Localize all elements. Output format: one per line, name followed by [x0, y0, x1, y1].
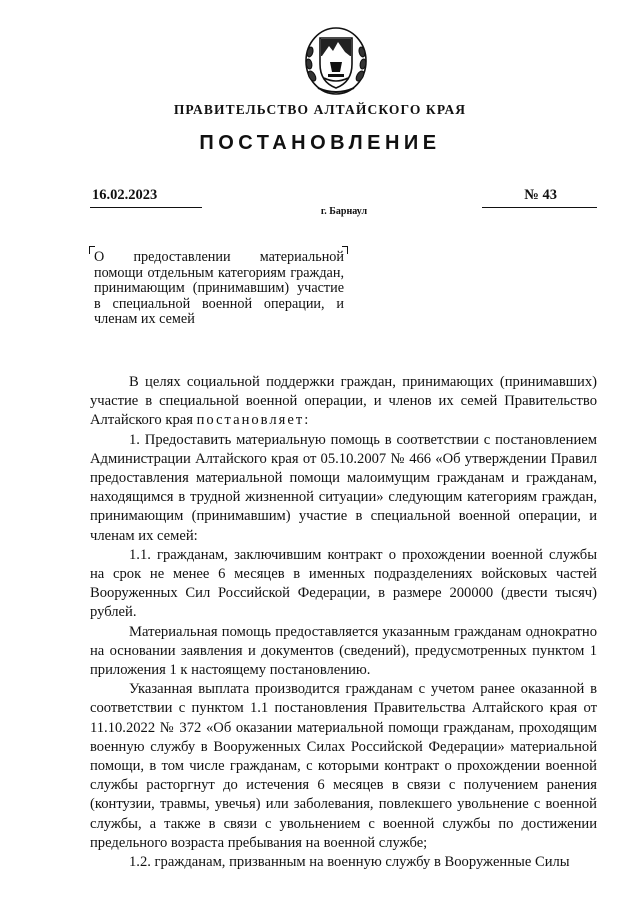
city-label: г. Барнаул [320, 206, 368, 217]
body-paragraph-1-2: 1.2. гражданам, призванным на военную службу в Вооруженные Силы [129, 854, 570, 871]
body-paragraph-1: 1. Предоставить материальную помощь в соответствии с постановлением Администрации Алтайского края от 05.10.2007 № 466 «Об утверждении Правил предоставления материальной помощи малоимущим гражданам и гражданам, находящимся в трудной жизненной ситуации» следующим категориям граждан, принимающим (принимавшим) участие в специальной военной операции, и членам их семей: [90, 431, 597, 544]
government-title: ПРАВИТЕЛЬСТВО АЛТАЙСКОГО КРАЯ [173, 102, 467, 117]
intro-text: В целях социальной поддержки граждан, принимающих (принимавших) участие в специальной военной операции, и членов их семей Правительство Алтайского края [90, 374, 597, 429]
body-paragraph-2: Материальная помощь предоставляется указанным гражданам однократно на основании заявления и документов (сведений), предусмотренных пунктом 1 приложения 1 к настоящему постановлению. [90, 623, 597, 679]
intro-colon: : [304, 412, 309, 429]
body-paragraph-intro [90, 373, 597, 431]
document-date: 16.02.2023 [92, 187, 158, 203]
coat-of-arms-icon [302, 24, 370, 96]
body-paragraph-3: Указанная выплата производится гражданам с учетом ранее оказанной в соответствии с пунктом 1.1 постановления Правительства Алтайского края от 11.10.2022 № 372 «Об оказании материальной помощи гражданам, проходящим военную службу в Вооруженных Силах Российской Федерации» материальной помощи, в том числе гражданам, с которыми контракт о прохождении военной службы расторгнут до истечения 6 месяцев в связи с получением ранения (контузии, травмы, увечья) или заболевания, повлекшего увольнение с военной службы, а также в связи с увольнением с военной службы по достижении предельного возраста пребывания на военной службе; [90, 681, 597, 851]
document-type-title: ПОСТАНОВЛЕНИЕ [199, 132, 441, 154]
document-number: № 43 [524, 187, 557, 203]
date-field [90, 187, 202, 208]
document-body [90, 373, 597, 872]
body-paragraph-1-1: 1.1. гражданам, заключившим контракт о прохождении военной службы на срок не менее 6 месяцев в именных подразделениях войсковых частей Вооруженных Сил Российской Федерации, в размере 200000 (двести тысяч) рублей. [90, 546, 597, 621]
number-field [482, 187, 597, 208]
document-subject: О предоставлении материальной помощи отдельным категориям граждан, принимающим (принимавшим) участие в специальной военной операции, и членам их семей [94, 249, 344, 328]
intro-keyword: постановляет [196, 412, 305, 429]
